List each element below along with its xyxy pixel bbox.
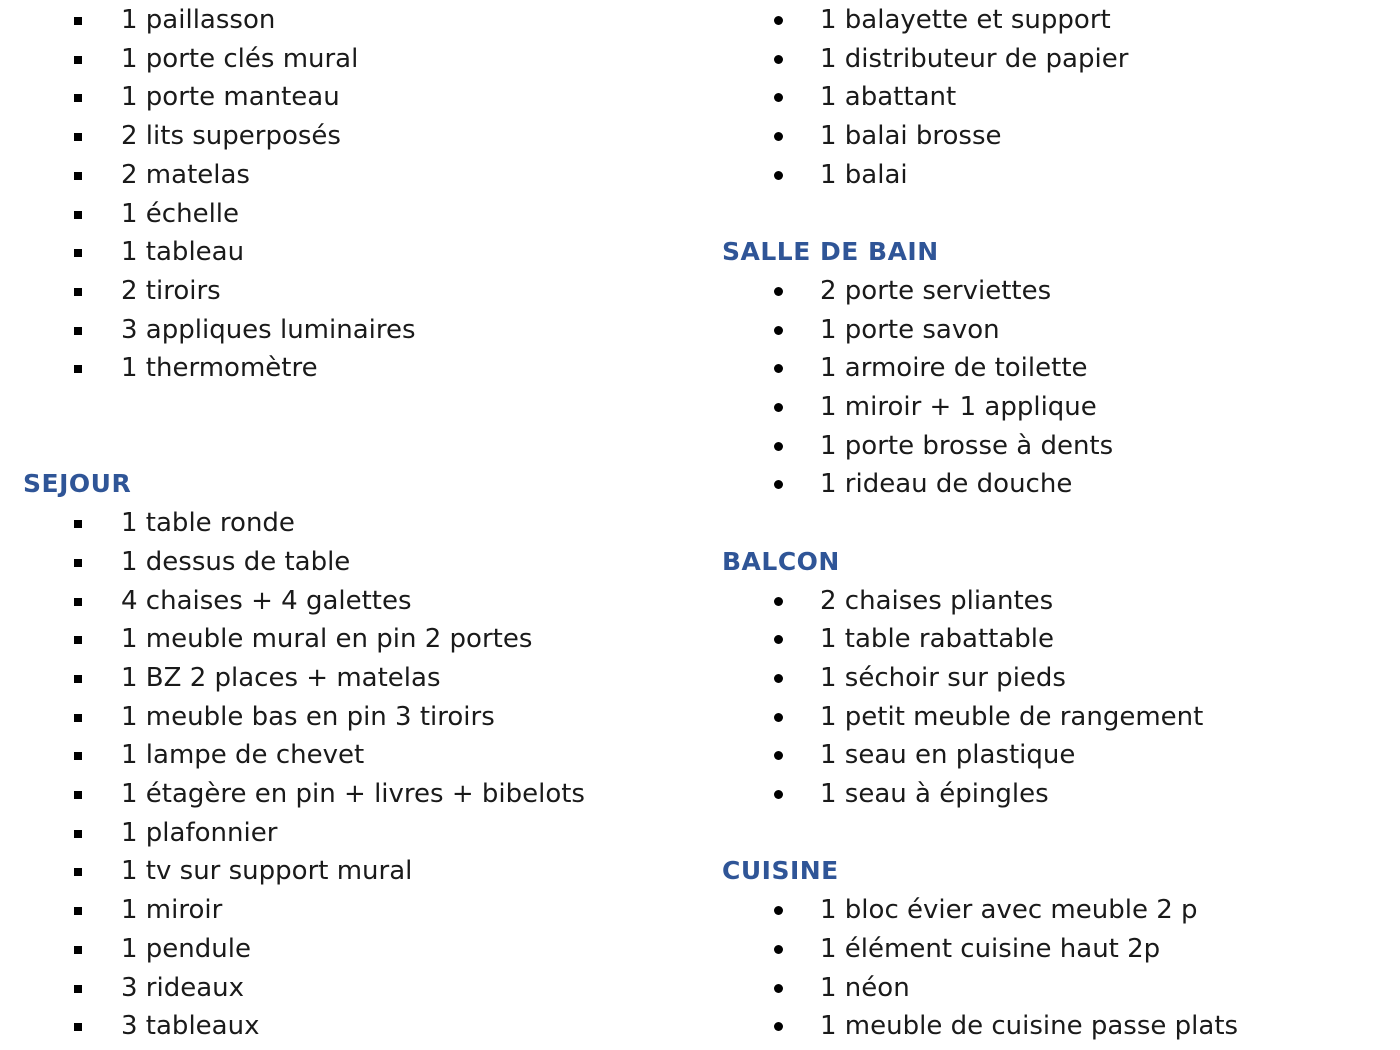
square-bullet-icon xyxy=(74,94,82,102)
list-item-text: 1 meuble de cuisine passe plats xyxy=(820,1011,1239,1042)
list-item xyxy=(700,775,1400,813)
section-title-salle-de-bain: SALLE DE BAIN xyxy=(722,237,939,267)
list-item xyxy=(700,427,1400,465)
list-item xyxy=(0,969,700,1007)
square-bullet-icon xyxy=(74,907,82,915)
list-item-text: 1 lampe de chevet xyxy=(121,740,365,771)
list-item xyxy=(700,659,1400,697)
square-bullet-icon xyxy=(74,791,82,799)
list-item xyxy=(700,156,1400,194)
disc-bullet-icon xyxy=(774,55,783,64)
list-item-text: 1 abattant xyxy=(820,82,957,113)
list-item-text: 1 petit meuble de rangement xyxy=(820,701,1204,732)
list-item xyxy=(0,736,700,774)
list-item-text: 1 rideau de douche xyxy=(820,469,1073,500)
disc-bullet-icon xyxy=(774,597,783,606)
list-item-text: 1 porte manteau xyxy=(121,82,340,113)
square-bullet-icon xyxy=(74,714,82,722)
list-item xyxy=(0,659,700,697)
list-item xyxy=(700,891,1400,929)
list-item xyxy=(700,272,1400,310)
list-item-text: 1 thermomètre xyxy=(121,353,318,384)
list-item-text: 1 dessus de table xyxy=(121,546,351,577)
list-item xyxy=(700,582,1400,620)
list-item-text: 1 élément cuisine haut 2p xyxy=(820,933,1161,964)
list-item xyxy=(0,1007,700,1045)
list-item-text: 2 matelas xyxy=(121,159,250,190)
disc-bullet-icon xyxy=(774,1022,783,1031)
disc-bullet-icon xyxy=(774,635,783,644)
section-title-balcon: BALCON xyxy=(722,546,840,576)
list-item xyxy=(0,814,700,852)
list-item xyxy=(700,40,1400,78)
disc-bullet-icon xyxy=(774,480,783,489)
disc-bullet-icon xyxy=(774,132,783,141)
list-item xyxy=(0,349,700,387)
list-item-text: 1 balai xyxy=(820,159,908,190)
square-bullet-icon xyxy=(74,172,82,180)
list-item xyxy=(0,233,700,271)
disc-bullet-icon xyxy=(774,16,783,25)
list-item-text: 2 lits superposés xyxy=(121,121,341,152)
list-item xyxy=(700,969,1400,1007)
list-item xyxy=(0,504,700,542)
disc-bullet-icon xyxy=(774,984,783,993)
list-item xyxy=(700,736,1400,774)
list-item xyxy=(700,1,1400,39)
list-item xyxy=(0,930,700,968)
disc-bullet-icon xyxy=(774,945,783,954)
list-item-text: 1 balayette et support xyxy=(820,5,1111,35)
list-item xyxy=(700,465,1400,503)
square-bullet-icon xyxy=(74,636,82,644)
list-item-text: 1 paillasson xyxy=(121,5,276,35)
list-item xyxy=(0,620,700,658)
list-item xyxy=(700,117,1400,155)
list-item-text: 1 seau à épingles xyxy=(820,779,1049,809)
list-item-text: 1 plafonnier xyxy=(121,817,278,848)
list-item-text: 1 table ronde xyxy=(121,508,295,539)
disc-bullet-icon xyxy=(774,442,783,451)
disc-bullet-icon xyxy=(774,674,783,683)
list-item xyxy=(0,582,700,620)
list-item-text: 3 appliques luminaires xyxy=(121,314,416,345)
list-item xyxy=(0,272,700,310)
square-bullet-icon xyxy=(74,752,82,760)
list-item xyxy=(0,78,700,116)
square-bullet-icon xyxy=(74,365,82,373)
list-item xyxy=(700,620,1400,658)
list-item xyxy=(0,775,700,813)
list-item-text: 1 table rabattable xyxy=(820,624,1055,655)
square-bullet-icon xyxy=(74,946,82,954)
list-item-text: 2 chaises pliantes xyxy=(820,585,1054,616)
square-bullet-icon xyxy=(74,675,82,683)
square-bullet-icon xyxy=(74,56,82,64)
square-bullet-icon xyxy=(74,598,82,606)
square-bullet-icon xyxy=(74,288,82,296)
list-item-text: 1 échelle xyxy=(121,198,240,229)
list-item-text: 1 meuble bas en pin 3 tiroirs xyxy=(121,701,495,732)
list-item-text: 1 porte clés mural xyxy=(121,43,359,74)
list-item-text: 1 néon xyxy=(820,972,910,1003)
square-bullet-icon xyxy=(74,133,82,141)
disc-bullet-icon xyxy=(774,906,783,915)
section-title-cuisine: CUISINE xyxy=(722,856,839,886)
list-item xyxy=(0,40,700,78)
list-item xyxy=(700,388,1400,426)
disc-bullet-icon xyxy=(774,751,783,760)
section-title-sejour: SEJOUR xyxy=(23,469,132,499)
list-item-text: 1 séchoir sur pieds xyxy=(820,662,1066,693)
list-item xyxy=(0,1,700,39)
square-bullet-icon xyxy=(74,520,82,528)
square-bullet-icon xyxy=(74,985,82,993)
list-item-text: 1 armoire de toilette xyxy=(820,353,1088,384)
disc-bullet-icon xyxy=(774,364,783,373)
list-item-text: 1 BZ 2 places + matelas xyxy=(121,662,441,693)
disc-bullet-icon xyxy=(774,790,783,799)
list-item-text: 1 miroir + 1 applique xyxy=(820,392,1097,422)
list-item-text: 4 chaises + 4 galettes xyxy=(121,585,412,616)
list-item-text: 1 pendule xyxy=(121,933,251,964)
list-item xyxy=(700,698,1400,736)
list-item-text: 1 tableau xyxy=(121,237,245,268)
square-bullet-icon xyxy=(74,830,82,838)
disc-bullet-icon xyxy=(774,403,783,412)
list-item-text: 1 porte savon xyxy=(820,314,1000,345)
list-item-text: 1 porte brosse à dents xyxy=(820,430,1114,461)
square-bullet-icon xyxy=(74,559,82,567)
square-bullet-icon xyxy=(74,249,82,257)
list-item-text: 1 balai brosse xyxy=(820,121,1002,152)
list-item-text: 1 tv sur support mural xyxy=(121,856,413,887)
square-bullet-icon xyxy=(74,1023,82,1031)
list-item-text: 3 tableaux xyxy=(121,1011,260,1042)
list-item-text: 1 bloc évier avec meuble 2 p xyxy=(820,895,1198,926)
square-bullet-icon xyxy=(74,327,82,335)
disc-bullet-icon xyxy=(774,713,783,722)
list-item-text: 2 porte serviettes xyxy=(820,275,1052,306)
list-item xyxy=(0,852,700,890)
list-item xyxy=(0,698,700,736)
list-item xyxy=(0,195,700,233)
disc-bullet-icon xyxy=(774,326,783,335)
disc-bullet-icon xyxy=(774,171,783,180)
list-item xyxy=(0,543,700,581)
list-item-text: 1 seau en plastique xyxy=(820,740,1076,771)
list-item-text: 1 meuble mural en pin 2 portes xyxy=(121,624,533,655)
list-item xyxy=(0,311,700,349)
list-item xyxy=(700,349,1400,387)
disc-bullet-icon xyxy=(774,287,783,296)
list-item-text: 1 distributeur de papier xyxy=(820,43,1129,74)
square-bullet-icon xyxy=(74,211,82,219)
list-item xyxy=(700,930,1400,968)
list-item xyxy=(700,1007,1400,1045)
disc-bullet-icon xyxy=(774,93,783,102)
square-bullet-icon xyxy=(74,17,82,25)
list-item xyxy=(0,156,700,194)
list-item xyxy=(0,117,700,155)
list-item xyxy=(700,311,1400,349)
list-item xyxy=(0,891,700,929)
list-item-text: 1 étagère en pin + livres + bibelots xyxy=(121,779,585,809)
square-bullet-icon xyxy=(74,868,82,876)
list-item-text: 3 rideaux xyxy=(121,972,245,1003)
list-item-text: 1 miroir xyxy=(121,895,223,926)
list-item xyxy=(700,78,1400,116)
list-item-text: 2 tiroirs xyxy=(121,275,221,306)
